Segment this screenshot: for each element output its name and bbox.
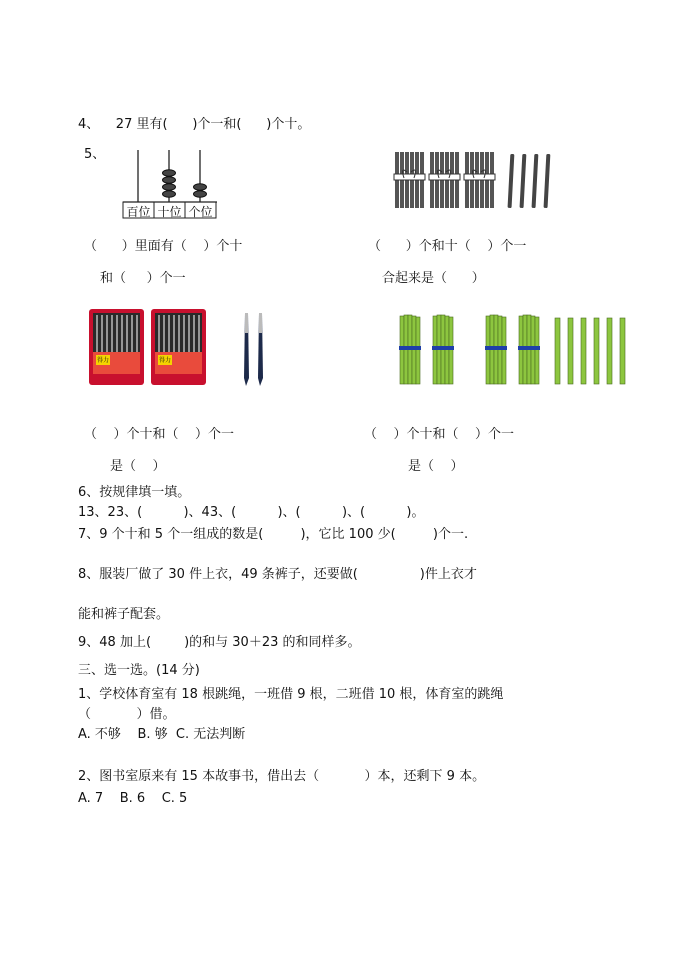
pen-box-label: 得力 (158, 357, 171, 364)
choice-1-options: A. 不够 B. 够 C. 无法判断 (78, 727, 246, 742)
question-4: 4、 27 里有( )个一和( )个十。 (78, 117, 311, 132)
straw-bundles-figure (398, 312, 628, 388)
choice-1-line1: 1、学校体育室有 18 根跳绳，一班借 9 根，二班借 10 根，体育室的跳绳 (78, 687, 504, 702)
section-3-heading: 三、选一选。(14 分) (78, 663, 200, 678)
question-8-line2: 能和裤子配套。 (78, 607, 170, 622)
q5-b-line2: 合起来是（ ） (382, 271, 485, 286)
pen-box-icon (89, 309, 144, 385)
question-8-line1: 8、服装厂做了 30 件上衣，49 条裤子，还要做( )件上衣才 (78, 567, 477, 582)
stick-bundles-figure (393, 150, 563, 212)
q5-d-line1: （ ）个十和（ ）个一 (364, 427, 515, 442)
q5-a-line2: 和（ ）个一 (100, 271, 186, 286)
abacus-label-ones: 个位 (188, 205, 213, 219)
pen-icon (244, 313, 263, 386)
choice-1-line2: （ ）借。 (78, 707, 176, 722)
question-5-number: 5、 (84, 147, 106, 162)
q5-c-line1: （ ）个十和（ ）个一 (84, 427, 235, 442)
abacus-figure (120, 148, 220, 220)
abacus-label-tens: 十位 (157, 205, 182, 219)
q5-a-line1: （ ）里面有（ ）个十 (84, 239, 243, 254)
q5-d-line2: 是（ ） (408, 459, 464, 474)
question-9: 9、48 加上( )的和与 30＋23 的和同样多。 (78, 635, 361, 650)
choice-2-options: A. 7 B. 6 C. 5 (78, 791, 188, 806)
question-6: 6、按规律填一填。 (78, 485, 191, 500)
q5-c-line2: 是（ ） (110, 459, 166, 474)
pen-boxes-figure (88, 308, 278, 388)
pen-box-label: 得力 (96, 357, 109, 364)
question-7: 7、9 个十和 5 个一组成的数是( )，它比 100 少( )个一. (78, 527, 469, 542)
stick-bundle-icon (394, 152, 425, 208)
abacus-label-hundreds: 百位 (126, 205, 151, 219)
choice-2-line1: 2、图书室原来有 15 本故事书，借出去（ ）本，还剩下 9 本。 (78, 769, 486, 784)
q5-b-line1: （ ）个和十（ ）个一 (368, 239, 527, 254)
question-6-sequence: 13、23、( )、43、( )、( )、( )。 (78, 505, 425, 520)
